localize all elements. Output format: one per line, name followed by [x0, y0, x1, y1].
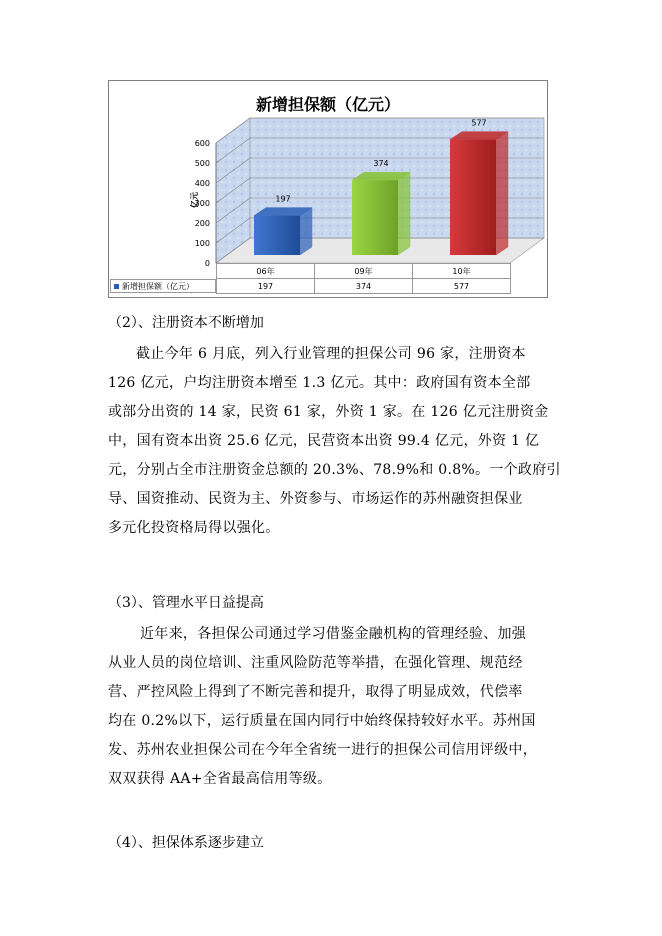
bar-side	[496, 132, 508, 255]
y-tick-label: 100	[194, 239, 210, 248]
y-tick-label: 400	[194, 179, 210, 188]
bar-10年	[450, 132, 508, 255]
text-line: 或部分出资的 14 家，民资 61 家，外资 1 家。在 126 亿元注册资金	[108, 404, 549, 420]
table-category-cell: 06年	[217, 264, 315, 279]
bar-side	[398, 172, 410, 255]
y-tick-label: 500	[194, 159, 210, 168]
bar-front	[254, 216, 300, 255]
bar-side	[300, 208, 312, 255]
text-line: 截止今年 6 月底，列入行业管理的担保公司 96 家，注册资本	[136, 346, 526, 362]
bar-data-label: 197	[275, 194, 291, 204]
table-value-row	[217, 279, 511, 294]
section-2-heading: （2）、注册资本不断增加	[108, 315, 264, 331]
section-3-heading: （3）、管理水平日益提高	[108, 595, 264, 611]
text-line: 中，国有资本出资 25.6 亿元，民营资本出资 99.4 亿元，外资 1 亿	[108, 433, 540, 449]
chart-data-table	[216, 263, 511, 294]
y-axis-title: 亿元	[190, 192, 199, 208]
section-3-body	[108, 620, 578, 794]
section-2-body	[108, 340, 578, 543]
section-4-heading: （4）、担保体系逐步建立	[108, 835, 264, 851]
text-line: 近年来，各担保公司通过学习借鉴金融机构的管理经验、加强	[140, 626, 527, 642]
table-value-cell: 374	[315, 279, 413, 294]
y-tick-label: 300	[194, 199, 210, 208]
text-line: 双双获得 AA+全省最高信用等级。	[108, 771, 332, 787]
text-line: 导、国资推动、民资为主、外资参与、市场运作的苏州融资担保业	[108, 491, 523, 507]
table-category-cell: 10年	[413, 264, 511, 279]
text-line: 多元化投资格局得以强化。	[108, 520, 280, 536]
text-line: 发、苏州农业担保公司在今年全省统一进行的担保公司信用评级中，	[108, 742, 537, 758]
y-tick-label: 600	[194, 139, 210, 148]
text-line: 126 亿元，户均注册资本增至 1.3 亿元。其中：政府国有资本全部	[108, 375, 531, 391]
y-tick-label: 0	[204, 259, 210, 268]
text-line: 元，分别占全市注册资金总额的 20.3%、78.9%和 0.8%。一个政府引	[108, 462, 561, 478]
text-line: 从业人员的岗位培训、注重风险防范等举措，在强化管理、规范经	[108, 655, 523, 671]
bar-data-label: 374	[373, 159, 389, 169]
bar-data-label: 577	[471, 118, 487, 128]
bar-front	[352, 180, 398, 255]
table-category-cell: 09年	[315, 264, 413, 279]
legend-entry: 新增担保额（亿元）	[110, 279, 216, 293]
y-tick-label: 200	[194, 219, 210, 228]
table-header-row	[217, 264, 511, 279]
bar-chart-3d	[0, 0, 662, 300]
table-value-cell: 197	[217, 279, 315, 294]
chart-title: 新增担保额（亿元）	[255, 95, 400, 114]
table-value-cell: 577	[413, 279, 511, 294]
legend-swatch	[114, 284, 119, 289]
text-line: 均在 0.2%以下，运行质量在国内同行中始终保持较好水平。苏州国	[108, 713, 536, 729]
text-line: 营、严控风险上得到了不断完善和提升，取得了明显成效，代偿率	[108, 684, 523, 700]
bar-front	[450, 140, 496, 255]
bar-09年	[352, 172, 410, 255]
bar-06年	[254, 208, 312, 255]
